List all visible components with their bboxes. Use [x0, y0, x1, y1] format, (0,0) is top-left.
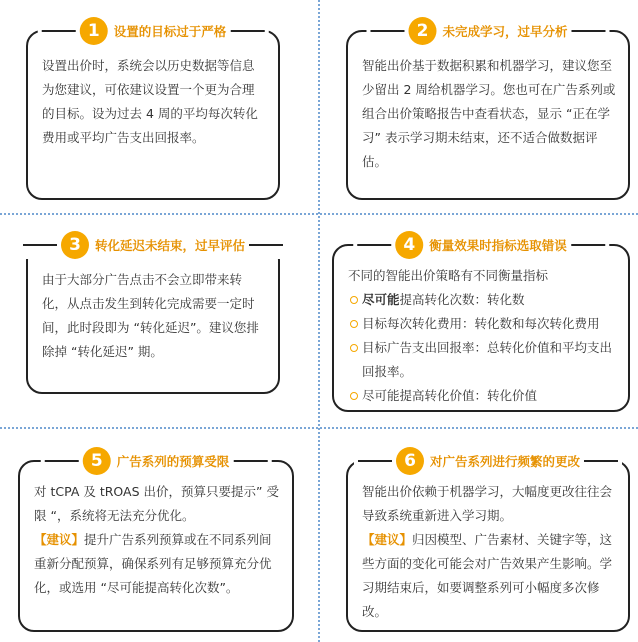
bold-text: 尽可能: [362, 292, 400, 307]
card-tip: [34, 528, 280, 600]
card-title: 设置的目标过于严格: [113, 24, 227, 39]
card-text: 智能出价依赖于机器学习，大幅度更改往往会导致系统重新进入学习期。: [362, 484, 613, 523]
horizontal-divider-1: [0, 213, 638, 215]
card-header: [38, 17, 269, 45]
item-text: 目标广告支出回报率：总转化价值和平均支出回报率。: [362, 340, 613, 379]
card-text: 对 tCPA 及 tROAS 出价，预算只要提示” 受限 “，系统将无法充分优化。: [34, 484, 279, 523]
card-header: [41, 447, 272, 475]
tip-label: 【建议】: [34, 532, 85, 547]
card-intro: 不同的智能出价策略有不同衡量指标: [348, 268, 549, 283]
card-title: 广告系列的预算受限: [116, 454, 230, 469]
card-header: [366, 17, 609, 45]
card-1: [26, 21, 280, 200]
card-body: [34, 480, 280, 600]
card-text: 由于大部分广告点击不会立即带来转化，从点击发生到转化完成需要一定时间，此时段即为 “转化延迟”。建议您排除掉 “转化延迟” 期。: [42, 272, 259, 359]
card-title: 转化延迟未结束，过早评估: [94, 238, 246, 253]
card-4: [332, 235, 630, 412]
card-header: [353, 231, 609, 259]
card-5: [18, 451, 294, 632]
card-header: [19, 231, 287, 259]
list-item: [348, 312, 616, 336]
card-title: 衡量效果时指标选取错误: [429, 238, 567, 253]
card-title: 未完成学习，过早分析: [442, 24, 568, 39]
vertical-divider: [318, 0, 320, 642]
tip-text: 归因模型、广告素材、关键字等，这些方面的变化可能会对广告效果产生影响。学习期结束后，如要调整系列可小幅度多次修改。: [362, 532, 613, 619]
card-body: [42, 268, 266, 364]
number-badge: 1: [80, 17, 108, 45]
list-item: [348, 288, 616, 312]
number-badge: 3: [61, 231, 89, 259]
number-badge: 4: [395, 231, 423, 259]
card-2: [346, 21, 630, 200]
horizontal-divider-2: [0, 427, 638, 429]
list-item: [348, 336, 616, 384]
item-text: 尽可能提高转化价值：转化价值: [362, 388, 538, 403]
number-badge: 2: [408, 17, 436, 45]
card-3: [26, 235, 280, 394]
item-text: 提高转化次数：转化数: [399, 292, 525, 307]
card-6: [346, 451, 630, 632]
item-text: 目标每次转化费用：转化数和每次转化费用: [362, 316, 600, 331]
number-badge: 5: [83, 447, 111, 475]
card-body: [348, 264, 616, 408]
tip-label: 【建议】: [362, 532, 413, 547]
list-item: [348, 384, 616, 408]
card-body: [42, 54, 266, 150]
card-header: [354, 447, 622, 475]
card-title: 对广告系列进行频繁的更改: [429, 454, 581, 469]
metric-list: [348, 288, 616, 408]
card-text: 设置出价时，系统会以历史数据等信息为您建议，可依建议设置一个更为合理的目标。设为过去 4 周的平均每次转化费用或平均广告支出回报率。: [42, 58, 258, 145]
number-badge: 6: [396, 447, 424, 475]
card-tip: [362, 528, 616, 624]
tip-text: 提升广告系列预算或在不同系列间重新分配预算，确保系列有足够预算充分优化，或选用 “尽可能提高转化次数”。: [34, 532, 272, 595]
card-body: [362, 480, 616, 624]
card-text: 智能出价基于数据积累和机器学习，建议您至少留出 2 周给机器学习。您也可在广告系列或组合出价策略报告中查看状态，显示 “正在学习” 表示学习期未结束，还不适合做数据评估。: [362, 58, 616, 169]
card-body: [362, 54, 616, 174]
